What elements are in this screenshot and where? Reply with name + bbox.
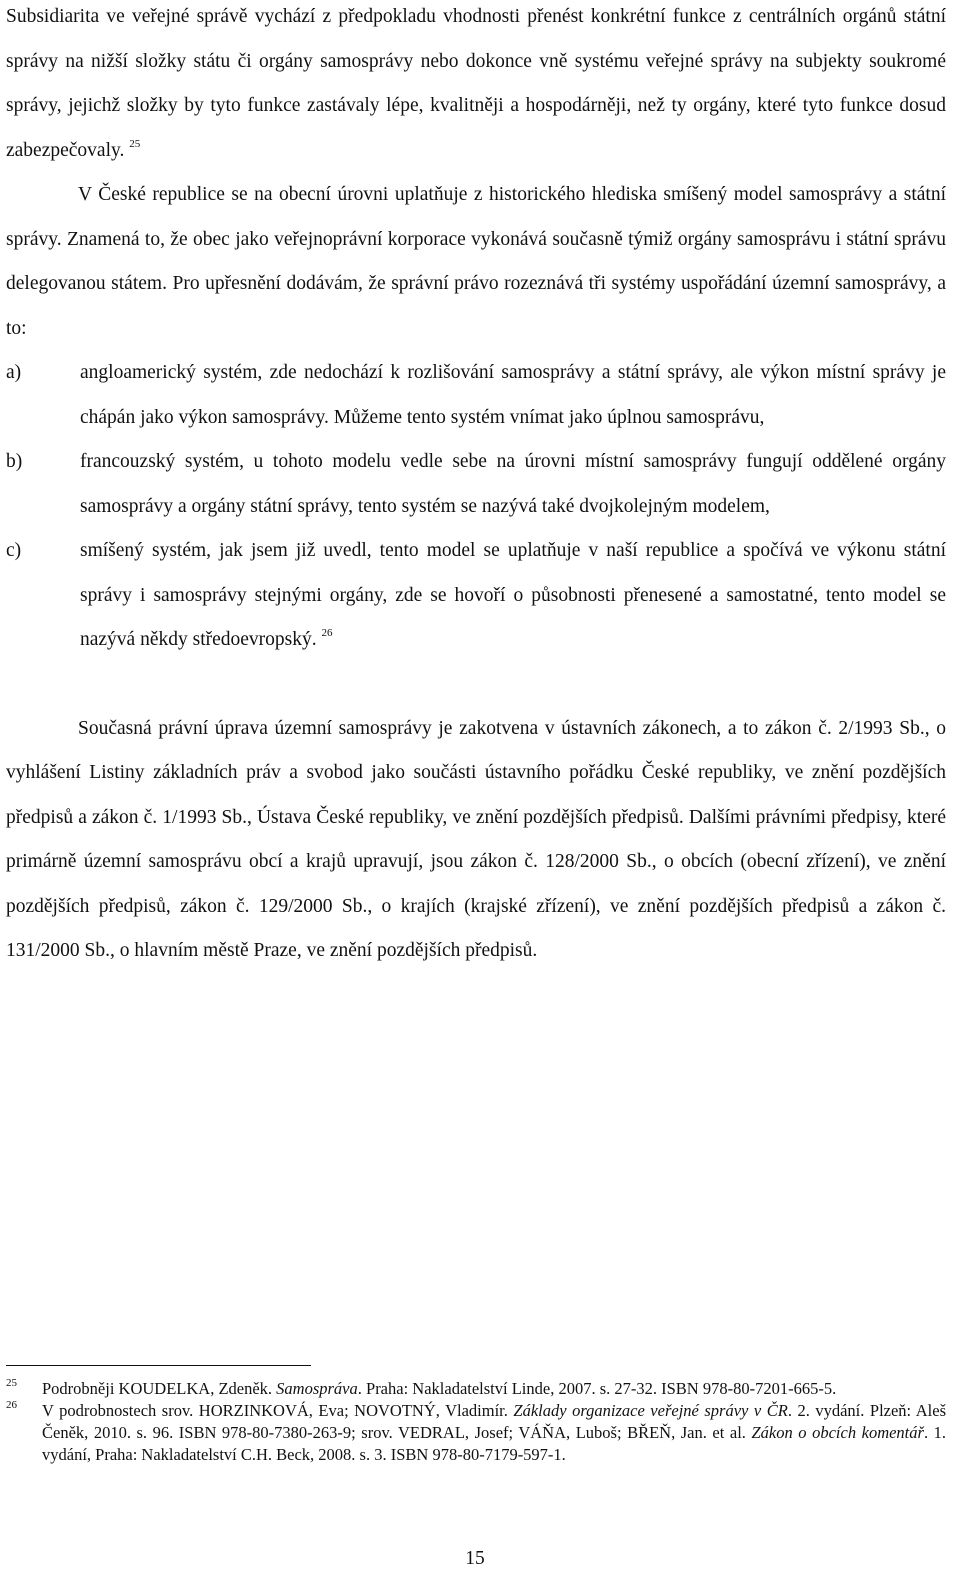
list-marker: b) xyxy=(6,451,23,472)
footnotes xyxy=(6,1378,946,1466)
footnote-26 xyxy=(6,1400,946,1466)
footnote-number: 26 xyxy=(6,1399,17,1411)
footnote-text: . 2. vydání. Plzeň: Aleš Čeněk, 2010. s. 96. ISBN 978-80-7380-263-9; srov. VEDRAL, Josef; VÁŇA, Luboš; BŘEŇ, Jan. et al. xyxy=(42,1401,946,1442)
paragraph-spacer xyxy=(6,663,946,707)
document-page xyxy=(6,0,946,974)
footnote-reference-26[interactable]: 26 xyxy=(321,627,333,639)
paragraph-subsidiarity xyxy=(6,0,946,173)
footnote-text: V podrobnostech srov. HORZINKOVÁ, Eva; NOVOTNÝ, Vladimír. xyxy=(42,1401,514,1420)
page-number: 15 xyxy=(465,1548,485,1569)
footnote-text: Podrobněji KOUDELKA, Zdeněk. xyxy=(42,1379,277,1398)
list-item xyxy=(6,440,946,529)
list-item-text: smíšený systém, jak jsem již uvedl, tento model se uplatňuje v naší republice a spočívá ve výkonu státní správy i samosprávy stejnými orgány, zde se hovoří o působnosti přenesené a samostatné, tento model se nazývá někdy středoevropský. xyxy=(80,540,946,650)
systems-list xyxy=(6,351,946,663)
footnote-title: Samospráva xyxy=(276,1379,358,1398)
list-item-text: francouzský systém, u tohoto modelu vedle sebe na úrovni místní samosprávy fungují oddělené orgány samosprávy a orgány státní správy, tento systém se nazývá také dvojkolejným modelem, xyxy=(80,451,946,517)
paragraph-legal-framework: Současná právní úprava územní samosprávy je zakotvena v ústavních zákonech, a to zákon č. 2/1993 Sb., o vyhlášení Listiny základních práv a svobod jako součásti ústavního pořádku České republiky, ve znění pozdějších předpisů a zákon č. 1/1993 Sb., Ústava České republiky, ve znění pozdějších předpisů. Dalšími právními předpisy, které primárně územní samosprávu obcí a krajů upravují, jsou zákon č. 128/2000 Sb., o obcích (obecní zřízení), ve znění pozdějších předpisů, zákon č. 129/2000 Sb., o krajích (krajské zřízení), ve znění pozdějších předpisů a zákon č. 131/2000 Sb., o hlavním městě Praze, ve znění pozdějších předpisů. xyxy=(6,717,946,961)
list-marker: c) xyxy=(6,540,22,561)
paragraph-text: Subsidiarita ve veřejné správě vychází z předpokladu vhodnosti přenést konkrétní funkce z centrálních orgánů státní správy na nižší složky státu či orgány samosprávy nebo dokonce vně systému veřejné správy na subjekty soukromé správy, jejichž složky by tyto funkce zastávaly lépe, kvalitněji a hospodárněji, než ty orgány, které tyto funkce dosud zabezpečovaly. xyxy=(6,6,946,161)
footnote-text: . 1. vydání, Praha: Nakladatelství C.H. Beck, 2008. s. 3. ISBN 978-80-7179-597-1. xyxy=(42,1423,947,1464)
footnote-25 xyxy=(6,1378,946,1400)
list-item xyxy=(6,529,946,663)
footnote-number: 25 xyxy=(6,1377,17,1389)
footnote-title: Základy organizace veřejné správy v ČR xyxy=(513,1401,788,1420)
footnote-title: Zákon o obcích komentář xyxy=(751,1423,924,1442)
list-marker: a) xyxy=(6,362,22,383)
paragraph-czech-model: V České republice se na obecní úrovni uplatňuje z historického hlediska smíšený model samosprávy a státní správy. Znamená to, že obec jako veřejnoprávní korporace vykonává současně týmiž orgány samosprávu i státní správu delegovanou státem. Pro upřesnění dodávám, že správní právo rozeznává tři systémy uspořádání územní samosprávy, a to: xyxy=(6,184,946,339)
footnote-reference-25[interactable]: 25 xyxy=(129,137,141,150)
footnote-separator xyxy=(6,1365,311,1366)
footnote-text: . Praha: Nakladatelství Linde, 2007. s. 27-32. ISBN 978-80-7201-665-5. xyxy=(357,1379,837,1398)
list-item-text: angloamerický systém, zde nedochází k rozlišování samosprávy a státní správy, ale výkon místní správy je chápán jako výkon samosprávy. Můžeme tento systém vnímat jako úplnou samosprávu, xyxy=(80,362,946,428)
list-item xyxy=(6,351,946,440)
